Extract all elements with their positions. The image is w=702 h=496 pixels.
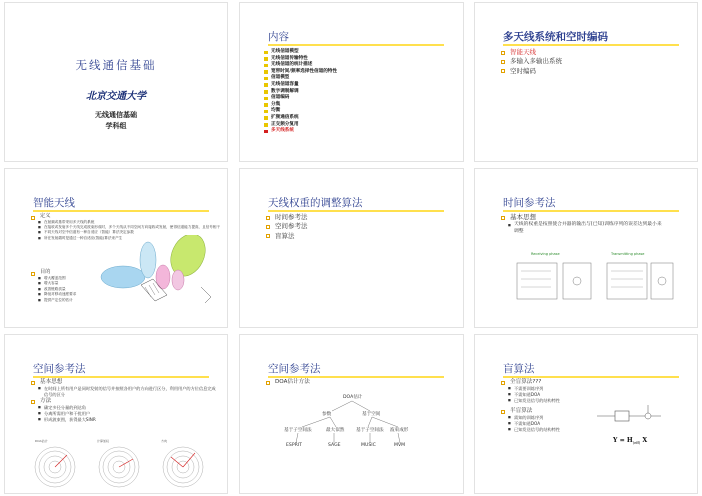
slide-title: 无线通信基础 xyxy=(75,58,157,72)
bullet-list xyxy=(266,213,308,241)
fig-label: 计算加权 xyxy=(97,439,110,443)
toc-item: 无线信道传输特性 xyxy=(262,56,337,63)
sub-item: ■ 分离所需用户和干扰用户 xyxy=(31,411,216,417)
sub-item: ■ 需知的训练序列 xyxy=(501,415,560,421)
bullet-item: 盲算法 xyxy=(266,232,308,241)
sub-item: ■ 降低对移动速度要求 xyxy=(31,292,76,297)
university-logo: 北京交通大学 xyxy=(86,91,146,102)
equation-tail: X xyxy=(642,437,648,444)
toc-list xyxy=(262,49,337,135)
bullet-item-current: 智能天线 xyxy=(501,48,562,57)
sub-item: ■ 天线的权重是按照使合并器的输出与(已知)训练序列的误差达到最小来调整 xyxy=(501,222,664,235)
toc-item: 数字调制解调 xyxy=(262,89,337,96)
sub-item: ■ 所在发射端时是通过一种自适应(智能)算法来产生 xyxy=(31,236,220,241)
bullet-item: 空间参考法 xyxy=(266,222,308,231)
tree-node: 基于子空间法 xyxy=(284,428,312,433)
sub-item: ■ 不需要训练序列 xyxy=(501,386,560,392)
slide-1 xyxy=(4,2,228,162)
sub-item: ■ 在时间上所有用户是同时发射的信号并按照各用户的方向进行区分，利用用户的方位信息完成信号的区分 xyxy=(31,386,216,397)
tree-node: 参数 xyxy=(322,412,332,417)
content-block xyxy=(31,378,216,423)
title-rule xyxy=(33,210,209,212)
tree-node: 最大似然 xyxy=(326,428,345,433)
heading-basic-idea: 基本思想 xyxy=(31,378,216,386)
doa-tree-lines xyxy=(240,335,464,494)
slide-4 xyxy=(4,168,228,328)
toc-item: 正交频分复用 xyxy=(262,122,337,129)
sub-item: ■ 不需知道DOA xyxy=(501,421,560,427)
sub-item: ■ 确定多径分量的到达角 xyxy=(31,405,216,411)
sub-item: ■ 增大覆盖范围 xyxy=(31,276,76,281)
content-block xyxy=(501,378,560,433)
blind-system-diagram xyxy=(593,403,663,433)
sub-item: ■ 增大容量 xyxy=(31,281,76,286)
tree-leaf: ESPRIT xyxy=(286,443,302,448)
tree-node: 波束成形 xyxy=(390,428,409,433)
toc-item: 无线信道的统计描述 xyxy=(262,62,337,69)
sub-item: ■ 已知发送信号的结构特性 xyxy=(501,398,560,404)
slide-3 xyxy=(474,2,698,162)
equation xyxy=(613,437,647,445)
toc-item: 信道编码 xyxy=(262,95,337,102)
heading-full-blind: 全盲算法??? xyxy=(501,378,560,386)
toc-item: 无线信道模型 xyxy=(262,49,337,56)
tree-leaf: SAGE xyxy=(328,443,341,448)
heading-semi-blind: 半盲算法 xyxy=(501,407,560,415)
toc-item: 扩频通信系统 xyxy=(262,115,337,122)
goal-block xyxy=(31,269,76,303)
toc-item: 均衡 xyxy=(262,108,337,115)
toc-item: 宽带时间/频率选择性信道的特性 xyxy=(262,69,337,76)
slide-title: 空间参考法 xyxy=(268,363,321,375)
beam-pattern-figure xyxy=(33,437,213,489)
tree-node: 基于空间 xyxy=(362,412,381,417)
sub-item: ■ 提供产定位的估计 xyxy=(31,298,76,303)
subtitle-line-2: 学科组 xyxy=(105,121,127,130)
title-rule xyxy=(503,44,679,46)
slide-title: 内容 xyxy=(268,31,289,43)
toc-item: 分集 xyxy=(262,102,337,109)
slide-5 xyxy=(239,168,464,328)
slide-title: 时间参考法 xyxy=(503,197,556,209)
tree-leaf: MVM xyxy=(394,443,406,448)
figure-label-b: Transmitting phase xyxy=(611,252,645,256)
heading-basic-idea: 基本思想 xyxy=(501,213,664,222)
title-rule xyxy=(503,210,679,212)
slide-title: 智能天线 xyxy=(33,197,75,209)
fig-label: DOA估计 xyxy=(35,439,48,443)
figure-label-a: Receiving phase xyxy=(531,252,560,256)
slide-title: 盲算法 xyxy=(503,363,535,375)
sub-item: ■ 改善链路质量 xyxy=(31,287,76,292)
slide-title: 空间参考法 xyxy=(33,363,86,375)
slide-6 xyxy=(474,168,698,328)
sub-item: ■ 在射频或基带采用多天线的系统 xyxy=(31,220,220,225)
bullet-item: 空时编码 xyxy=(501,67,562,76)
tree-leaf: MUSIC xyxy=(361,443,376,448)
sub-item: ■ 不需知道DOA xyxy=(501,392,560,398)
sub-item: ■ 形成波束图，获得最大SINR xyxy=(31,417,216,423)
slide-2 xyxy=(239,2,464,162)
equation-subscript: (eff) xyxy=(632,441,641,446)
bullet-item: 多输入多输出系统 xyxy=(501,57,562,66)
slide-8 xyxy=(239,334,464,494)
heading-doa: DOA估计方法 xyxy=(266,378,310,387)
toc-item: 无线信道容量 xyxy=(262,82,337,89)
content-block xyxy=(501,213,664,235)
slide-7 xyxy=(4,334,228,494)
heading-goal: 目的 xyxy=(31,269,76,276)
toc-item: 信道模型 xyxy=(262,75,337,82)
bullet-item: 时间参考法 xyxy=(266,213,308,222)
title-rule xyxy=(268,44,444,46)
tree-node: 基于子空间法 xyxy=(356,428,384,433)
slide-title: 多天线系统和空时编码 xyxy=(503,31,608,43)
heading-method: 方法 xyxy=(31,397,216,405)
slide-9 xyxy=(474,334,698,494)
sub-item: ■ 已知发送信号的结构特性 xyxy=(501,427,560,433)
bullet-list xyxy=(501,48,562,76)
title-rule xyxy=(268,210,444,212)
slide-title: 天线权重的调整算法 xyxy=(268,197,363,209)
tree-root: DOA估计 xyxy=(343,395,363,400)
sub-item: ■ 在接收或发射多个天线完成波束形成时，多个天线从不同空间方向接收或发射，使得信道能力提高，且信号相干 xyxy=(31,225,220,230)
sub-item: ■ 不同天线对空中信道有一种自适应（智能）算法决定参数 xyxy=(31,230,220,235)
time-reference-figure xyxy=(511,249,681,309)
subtitle-line-1: 无线通信基础 xyxy=(95,110,137,119)
equation-lhs: Y = H xyxy=(613,437,633,444)
antenna-pattern-figure xyxy=(93,235,223,307)
toc-item-current: 多天线系统 xyxy=(262,128,337,135)
fig-label: 方向 xyxy=(161,439,168,443)
heading-definition: 定义 xyxy=(31,213,220,220)
